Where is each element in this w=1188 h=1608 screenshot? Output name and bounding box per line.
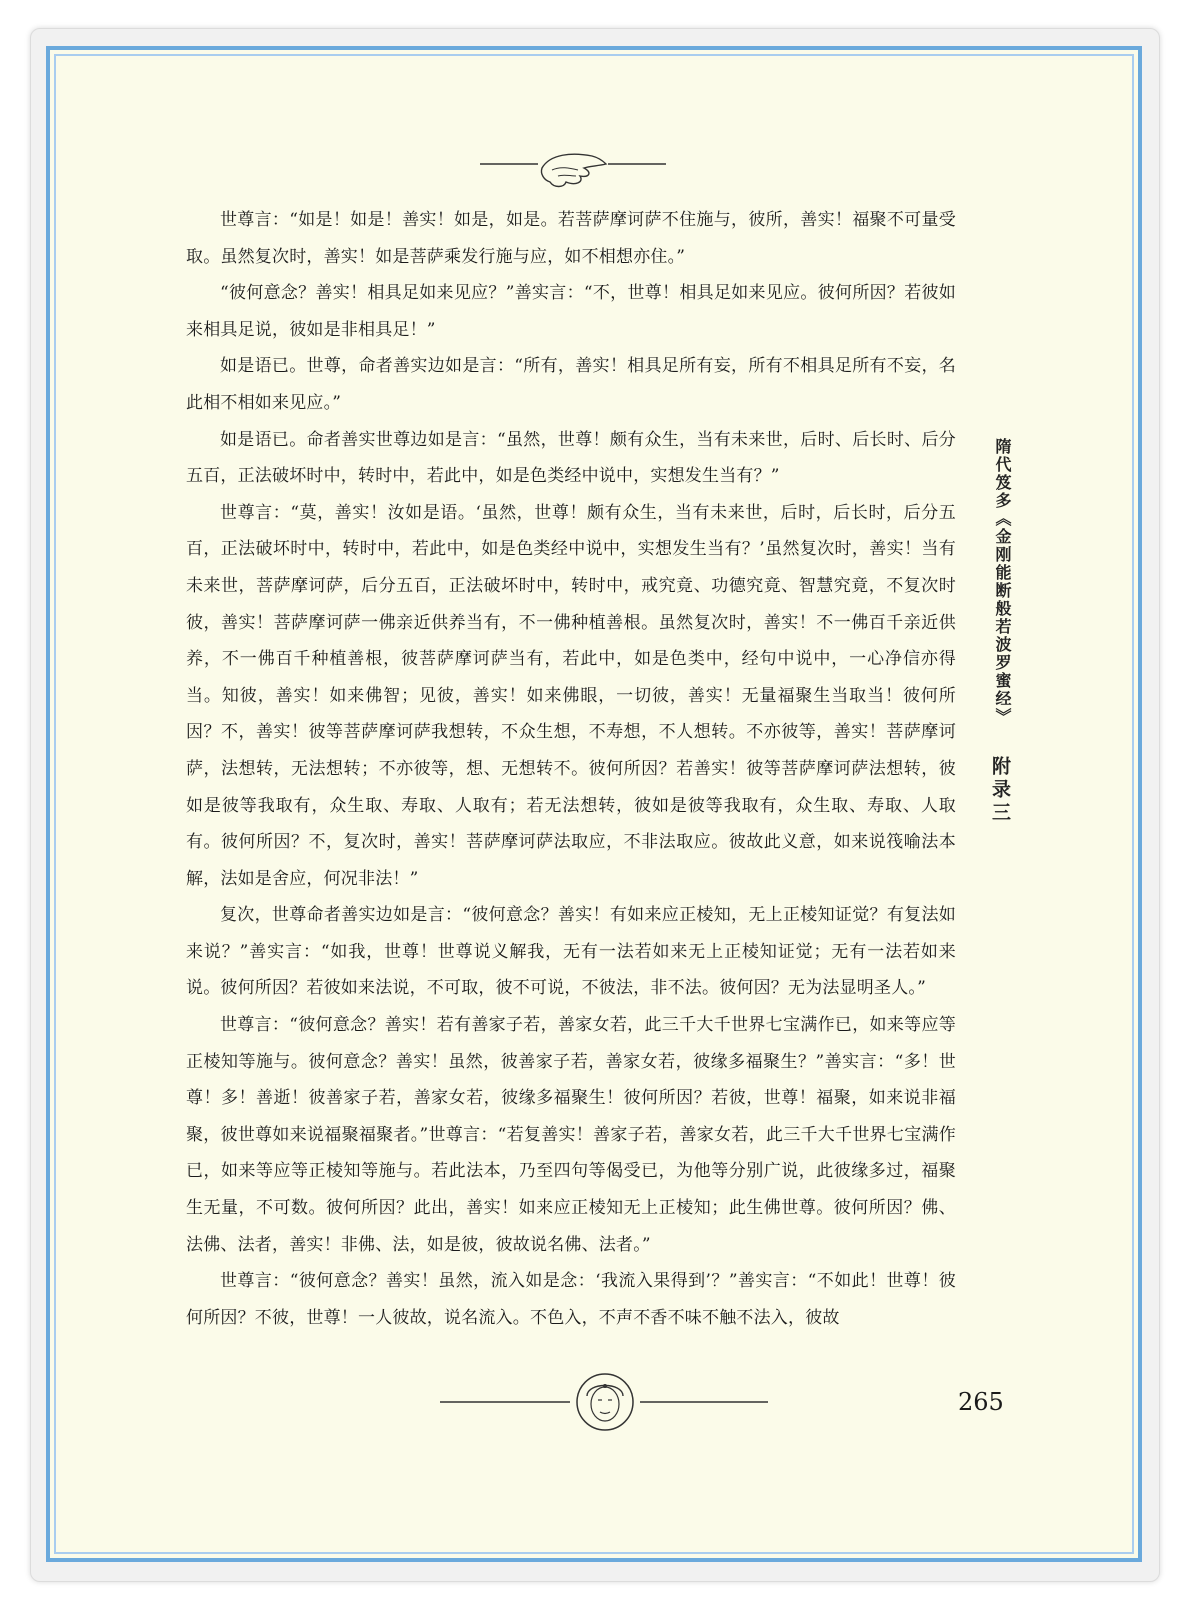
hand-ornament-icon <box>480 146 670 196</box>
paragraph: 世尊言：“彼何意念？善实！若有善家子若，善家女若，此三千大千世界七宝满作已，如来等应等正棱知等施与。彼何意念？善实！虽然，彼善家子若，善家女若，彼缘多福聚生？”善实言：“多！世尊！多！善逝！彼善家子若，善家女若，彼缘多福聚生！彼何所因？若彼，世尊！福聚，如来说非福聚，彼世尊如来说福聚福聚者。”世尊言：“若复善实！善家子若，善家女若，此三千大千世界七宝满作已，如来等应等正棱知等施与。若此法本，乃至四句等偈受已，为他等分别广说，此彼缘多过，福聚生无量，不可数。彼何所因？此出，善实！如来应正棱知无上正棱知；此生佛世尊。彼何所因？佛、法佛、法者，善实！非佛、法，如是彼，彼故说名佛、法者。” <box>186 1015 956 1255</box>
paragraph: “彼何意念？善实！相具足如来见应？”善实言：“不，世尊！相具足如来见应。彼何所因？若彼如来相具足说，彼如是非相具足！” <box>186 283 956 340</box>
page-number: 265 <box>958 1388 1004 1416</box>
main-text <box>186 202 956 1336</box>
paragraph: 如是语已。命者善实世尊边如是言：“虽然，世尊！颇有众生，当有未来世，后时、后长时、后分五百，正法破坏时中，转时中，若此中，如是色类经中说中，实想发生当有？” <box>186 429 956 487</box>
buddha-head-ornament-icon <box>440 1372 770 1434</box>
paragraph: 世尊言：“如是！如是！善实！如是，如是。若菩萨摩诃萨不住施与，彼所，善实！福聚不可量受取。虽然复次时，善实！如是菩萨乘发行施与应，如不相想亦住。” <box>186 210 956 267</box>
paragraph: 世尊言：“莫，善实！汝如是语。‘虽然，世尊！颇有众生，当有未来世，后时，后长时，后分五百，正法破坏时中，转时中，若此中，如是色类经中说中，实想发生当有？’虽然复次时，善实！当有未来世，菩萨摩诃萨，后分五百，正法破坏时中，转时中，戒究竟、功德究竟、智慧究竟，不复次时彼，善实！菩萨摩诃萨一佛亲近供养当有，不一佛种植善根。虽然复次时，善实！不一佛百千亲近供养，不一佛百千种植善根，彼菩萨摩诃萨当有，若此中，如是色类中，经句中说中，一心净信亦得当。知彼，善实！如来佛智；见彼，善实！如来佛眼，一切彼，善实！无量福聚生当取当！彼何所因？不，善实！彼等菩萨摩诃萨我想转，不众生想，不寿想，不人想转。不亦彼等，善实！菩萨摩诃萨，法想转，无法想转；不亦彼等，想、无想转不。彼何所因？若善实！彼等菩萨摩诃萨法想转，彼如是彼等我取有，众生取、寿取、人取有；若无法想转，彼如是彼等我取有，众生取、寿取、人取有。彼何所因？不，复次时，善实！菩萨摩诃萨法取应，不非法取应。彼故此义意，如来说筏喻法本解，法如是舍应，何况非法！” <box>186 502 956 889</box>
running-title: 隋代笈多《金刚能断般若波罗蜜经》 <box>993 438 1012 726</box>
paragraph: 如是语已。世尊，命者善实边如是言：“所有，善实！相具足所有妄，所有不相具足所有不妄，名此相不相如来见应。” <box>186 356 956 413</box>
paragraph: 复次，世尊命者善实边如是言：“彼何意念？善实！有如来应正棱知，无上正棱知证觉？有复法如来说？”善实言：“如我，世尊！世尊说义解我，无有一法若如来无上正棱知证觉；无有一法若如来说。彼何所因？若彼如来法说，不可取，彼不可说，不彼法，非不法。彼何因？无为法显明圣人。” <box>186 905 956 999</box>
paragraph: 世尊言：“彼何意念？善实！虽然，流入如是念：‘我流入果得到’？”善实言：“不如此！世尊！彼何所因？不彼，世尊！一人彼故，说名流入。不色入，不声不香不味不触不法入，彼故 <box>186 1271 956 1328</box>
appendix-label: 附录三 <box>989 756 1011 825</box>
